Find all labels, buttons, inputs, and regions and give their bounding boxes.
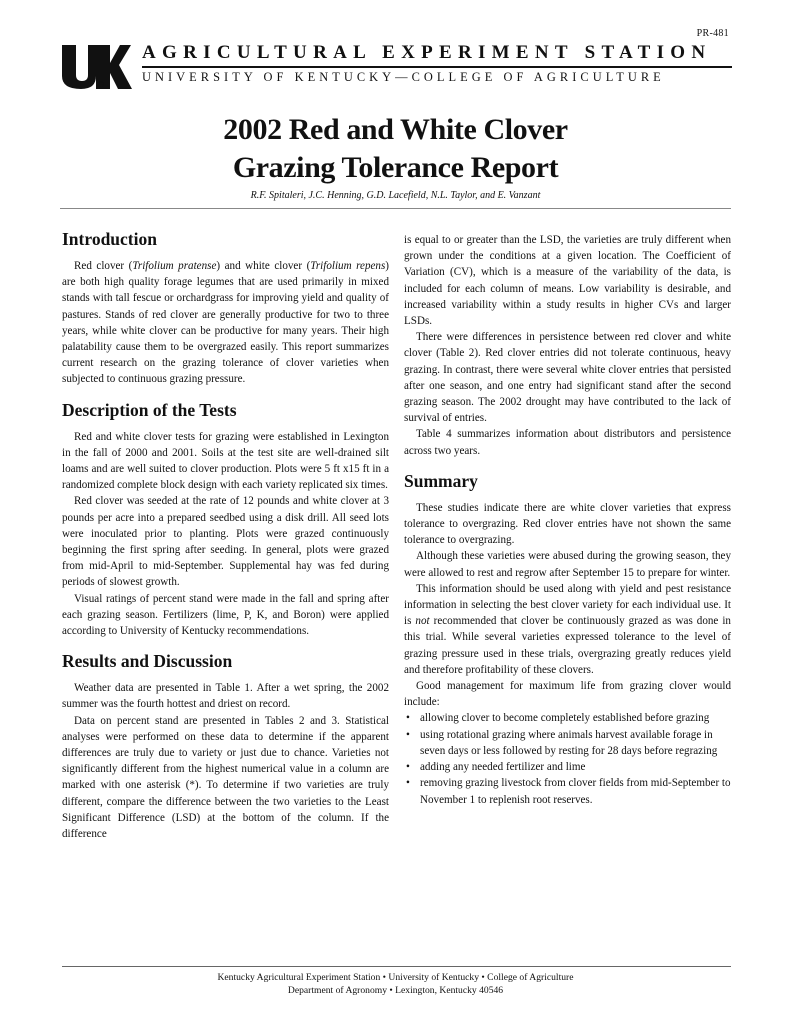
- publication-number: PR-481: [696, 28, 729, 39]
- summary-paragraph-1: These studies indicate there are white clover varieties that express tolerance to overgrazing. Red clover entries have not shown the same tolerance to overgrazing.: [404, 501, 731, 547]
- summary-text-1: This information should be used along with yield and pest resistance information in selecting the best clover variety for each individual use. It is: [404, 582, 731, 628]
- results-heading: Results and Discussion: [62, 651, 233, 672]
- right-column: [404, 232, 731, 808]
- title-rule: [60, 208, 731, 209]
- results-paragraph-4: Table 4 summarizes information about distributors and persistence across two years.: [404, 428, 731, 457]
- intro-text-3: ) are both high quality forage legumes that are used primarily in mixed stands with tall fescue or orchardgrass for improving yield and quality of pastures. Stands of red clover are generally productive for two to three years, while white clover can be productive for many years. Their high palatability cause them to be overgrazed easily. This report summarizes current research on the grazing tolerance of clover varieties when subjected to continuous grazing pressure.: [62, 260, 389, 386]
- tests-paragraph-3: Visual ratings of percent stand were made in the fall and spring after each grazing season. Fertilizers (lime, P, K, and Boron) were applied according to University of Kentucky recommendations.: [62, 592, 389, 638]
- management-list: [404, 710, 731, 807]
- summary-paragraph-3: [404, 581, 731, 678]
- list-item-text: using rotational grazing where animals harvest available forage in seven days or less followed by resting for 28 days before regrazing: [420, 728, 718, 757]
- list-item: [406, 727, 731, 759]
- footer: [60, 972, 731, 997]
- authors: R.F. Spitaleri, J.C. Henning, G.D. Lacefield, N.L. Taylor, and E. Vanzant: [250, 190, 541, 201]
- footer-line-1: Kentucky Agricultural Experiment Station • University of Kentucky • College of Agriculture: [217, 972, 574, 983]
- tests-paragraph-1: Red and white clover tests for grazing were established in Lexington in the fall of 2000 and 2001. Soils at the test site are well-drained silt loams and are well suited to clover production. Plots were 5 ft x15 ft in a randomized complete block design with each variety replicated six times.: [62, 430, 389, 492]
- summary-text-2: recommended that clover be continuously grazed as was done in this trial. While several varieties expressed tolerance to the level of grazing pressure used in these trials, overgrazing greatly reduces yield and therefore profitability of these clovers.: [404, 615, 731, 676]
- results-paragraph-2: Data on percent stand are presented in Tables 2 and 3. Statistical analyses were performed on these data to determine if the apparent differences are truly due to variety or just due to chance. Varieties not significantly different from the highest numerical value in a column are marked with one asterisk (*). To determine if two varieties are truly different, compare the difference between the two varieties to the Least Significant Difference (LSD) at the bottom of the column. If the difference: [62, 714, 389, 841]
- title-line-1: 2002 Red and White Clover: [223, 113, 568, 146]
- bullet-icon: •: [406, 761, 410, 774]
- bullet-icon: •: [406, 712, 410, 725]
- uk-logo: [60, 43, 132, 91]
- list-item-text: allowing clover to become completely established before grazing: [420, 712, 710, 725]
- list-item-text: adding any needed fertilizer and lime: [420, 761, 586, 774]
- intro-paragraph: [62, 258, 389, 388]
- footer-line-2: Department of Agronomy • Lexington, Kentucky 40546: [287, 984, 504, 996]
- intro-text-1: Red clover (: [74, 260, 133, 272]
- university-name: UNIVERSITY OF KENTUCKY—COLLEGE OF AGRICULTURE: [142, 70, 665, 84]
- list-item: [406, 759, 731, 775]
- header-rule: [142, 66, 732, 68]
- page-title: [60, 111, 731, 187]
- summary-paragraph-2: Although these varieties were abused during the growing season, they were allowed to rest and regrow after September 15 to prepare for winter.: [404, 550, 731, 579]
- list-item: [406, 775, 731, 807]
- intro-heading: Introduction: [62, 229, 157, 249]
- station-name: AGRICULTURAL EXPERIMENT STATION: [142, 42, 712, 63]
- summary-emphasis: not: [415, 615, 430, 628]
- title-line-2: Grazing Tolerance Report: [232, 151, 559, 184]
- summary-paragraph-4: Good management for maximum life from grazing clover would include:: [404, 680, 731, 709]
- species-red-clover: Trifolium pratense: [132, 260, 217, 272]
- tests-heading: Description of the Tests: [62, 399, 237, 420]
- results-paragraph-3: There were differences in persistence between red clover and white clover (Table 2). Red clover entries did not tolerate continuous, heavy grazing. In contrast, there were several white clover entries that persisted after one season, and one entry had significant stand after the second grazing season. The 2002 drought may have contributed to the lack of survival of entries.: [404, 331, 731, 425]
- species-white-clover: Trifolium repens: [310, 260, 386, 272]
- footer-rule: [62, 966, 731, 967]
- list-item: [406, 710, 731, 726]
- left-column: [62, 228, 389, 842]
- list-item-text: removing grazing livestock from clover fields from mid-September to November 1 to replenish root reserves.: [420, 777, 731, 806]
- results-paragraph-2-continued: is equal to or greater than the LSD, the varieties are truly different when grown under the conditions at a given location. The Coefficient of Variation (CV), which is a measure of the variability of the data, is included for each column of means. Low variability is desirable, and increased variability within a study results in higher CVs and larger LSDs.: [404, 234, 731, 328]
- tests-paragraph-2: Red clover was seeded at the rate of 12 pounds and white clover at 3 pounds per acre into a prepared seedbed using a disk drill. All seed lots were inoculated prior to planting. Plots were grazed continuously beginning the first spring after seeding. In general, plots were grazed from mid-April to mid-September. Supplemental hay was fed during periods of slowest growth.: [62, 495, 389, 589]
- bullet-icon: •: [406, 777, 410, 790]
- results-paragraph-1: Weather data are presented in Table 1. After a wet spring, the 2002 summer was the fourth hottest and driest on record.: [62, 682, 389, 711]
- intro-text-2: ) and white clover (: [216, 260, 311, 272]
- bullet-icon: •: [406, 728, 410, 741]
- summary-heading: Summary: [404, 470, 478, 491]
